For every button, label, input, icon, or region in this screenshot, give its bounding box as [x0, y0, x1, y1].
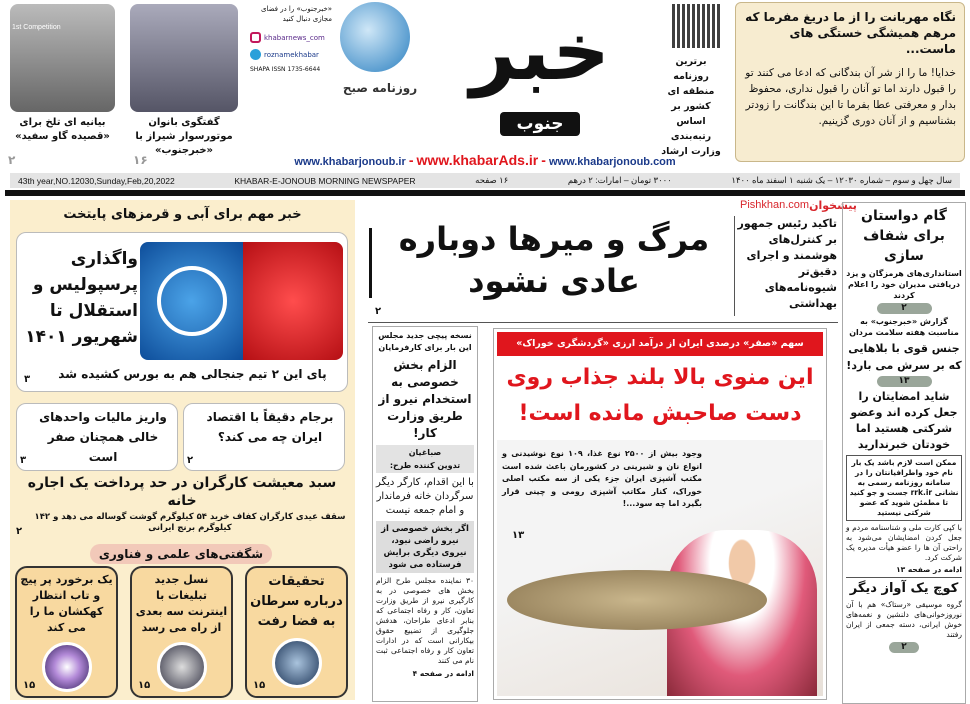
- social-box: [250, 4, 332, 73]
- music-headline[interactable]: کوچ یک آواز دیگر: [849, 581, 959, 596]
- price: ۳۰۰۰ تومان – امارات: ۲ درهم: [567, 175, 672, 185]
- watermark-fa: پیشخوان: [809, 198, 857, 212]
- tax-headline: واریز مالیات واحدهای خالی همچنان صفر است: [39, 410, 167, 464]
- food-banner: سهم «صفر» درصدی ایران از درآمد ارزی «گردشگری خوراک»: [497, 332, 823, 356]
- science-card[interactable]: [245, 566, 348, 698]
- lead-side-rule: [734, 216, 735, 316]
- page-ref: ۱۳: [512, 530, 525, 541]
- motorcyclists-photo: [130, 4, 238, 112]
- science-card[interactable]: [15, 566, 118, 698]
- labor-highlight: اگر بخش خصوصی از نیرو راضی نبود، نیروی دیگری برایش فرستاده می شود: [376, 521, 474, 573]
- divider: [5, 190, 965, 196]
- page-ref: ۱۵: [253, 680, 266, 691]
- logo-sub: جنوب: [500, 112, 580, 136]
- forgery-box: ممکن است لازم باشد یک بار نام خود واطرافیانتان را در سامانه روزنامه رسمی به نشانی rrk.ir جست و جو کنید تا مطمئن شوید که عضو شرکتی نیستید: [846, 455, 962, 521]
- logo-main: خبر: [469, 5, 611, 98]
- livelihood-subhead: سقف عیدی کارگران کفاف خرید ۵۴ کیلوگرم گوشت گوساله می دهد و ۱۴۲ کیلوگرم برنج ایرانی: [34, 512, 346, 533]
- football-headline: واگذاری پرسپولیس و استقلال تا شهریور ۱۴۰۱: [25, 249, 138, 347]
- lead-headline[interactable]: مرگ و میرها دوباره عادی نشود: [398, 220, 710, 300]
- divider: [846, 577, 962, 578]
- continued-link[interactable]: ادامه در صفحه ۴: [412, 669, 474, 678]
- photo-caption-1: گفتگوی بانوان موتورسوار شیراز با «خبرجنوب»: [135, 117, 233, 156]
- info-bar: [10, 173, 960, 188]
- labor-kicker: نسخه پیچی جدید مجلس این بار برای کارفرمایان: [378, 331, 472, 352]
- football-subhead: پای این ۲ تیم جنجالی هم به بورس کشیده شد: [58, 367, 327, 381]
- separator: -: [541, 152, 546, 168]
- right-column: [842, 202, 966, 704]
- jcpoa-headline: برجام دقیقاً با اقتصاد ایران چه می کند؟: [206, 410, 334, 444]
- social-intro: «خبرجنوب» را در فضای مجازی دنبال کنید: [260, 5, 332, 23]
- labor-author: صباغیان: [408, 448, 442, 457]
- science-headline: نسل جدید تبلیغات با اینترنت سه بعدی از راه می رسد: [135, 573, 228, 634]
- forgery-headline[interactable]: شاید امضایتان را جعل کرده اند وعضو شرکتی هستید اما خودتان خبرندارید: [850, 390, 958, 451]
- labor-body: ۳۰ نماینده مجلس طرح الزام بخش های خصوصی در به کارگیری نیرو از طریق وزارت تعاون، کار و رفاه اجتماعی که بنابر ادعای طراحان، هدفش جلوگیری از تضییع حقوق بیکارانی است که در ادارات تعاون کار و رفاه اجتماعی ثبت نام می کنند: [376, 576, 474, 665]
- telegram-icon: [250, 49, 261, 60]
- url-khabarads[interactable]: www.khabarAds.ir: [416, 152, 539, 168]
- page-ref: ۲: [8, 153, 16, 167]
- page-ref: ۲: [16, 526, 23, 537]
- divider: [368, 322, 838, 323]
- page-ref: ۳: [24, 374, 31, 385]
- page-ref: ۲: [187, 455, 194, 466]
- science-headline: تحقیقات درباره سرطان به فضا رفت: [250, 574, 343, 629]
- newspaper-logo: [335, 2, 645, 152]
- prayer-title: نگاه مهربانت را از ما دریغ مفرما که مرهم همیشگی خستگی های ماست...: [745, 10, 956, 56]
- football-kicker: خبر مهم برای آبی و قرمزهای پایتخت: [63, 207, 302, 222]
- ranking-note: برترین روزنامه منطقه ای کشور بر اساس رتبه‌بندی وزارت ارشاد: [661, 56, 721, 157]
- shapa-number: SHAPA ISSN 1735-6644: [250, 66, 321, 73]
- watermark-en: Pishkhan.com: [740, 199, 810, 211]
- page-count: ۱۶ صفحه: [475, 175, 509, 185]
- instagram-link[interactable]: [250, 32, 332, 43]
- science-title-text: شگفتی‌های علمی و فناوری: [98, 547, 264, 561]
- science-title: [90, 544, 272, 564]
- film-photo: [10, 4, 115, 112]
- continued-link[interactable]: ادامه در صفحه ۱۳: [896, 565, 962, 574]
- transparency-headline[interactable]: گام دواستان برای شفاف سازی: [861, 208, 947, 264]
- page-ref: ۱۵: [23, 680, 36, 691]
- persian-date: سال چهل و سوم – شماره ۱۲۰۳۰ – یک شنبه ۱ اسفند ماه ۱۴۰۰: [731, 175, 952, 185]
- instagram-handle: khabarnews_com: [264, 33, 325, 42]
- page-ref: ۲: [375, 306, 382, 317]
- page-ref: ۲: [889, 642, 919, 653]
- labor-author-box: [376, 445, 474, 473]
- persepolis-logo: [243, 242, 343, 360]
- telegram-link[interactable]: [250, 49, 332, 60]
- transparency-subhead: استانداری‌های هرمزگان و یزد دریافتی مدیران خود را اعلام کردند: [846, 269, 962, 300]
- page-ref: ۱۶: [133, 153, 148, 167]
- page-ref: ۲: [877, 303, 932, 314]
- pishkhan-watermark: [740, 197, 857, 213]
- galaxy-image: [42, 642, 92, 692]
- page-ref: ۳: [20, 455, 27, 466]
- page-ref: ۱۳: [877, 376, 932, 387]
- tray: [507, 570, 767, 630]
- mens-health-headline[interactable]: جنس قوی با بلاهایی که بر سرش می بارد!: [846, 342, 962, 372]
- food-body: وجود بیش از ۲۵۰۰ نوع غذا، ۱۰۹ نوع نوشیدنی و انواع نان و شیرینی در کشورمان باعث شده است مکتب آشپزی ایران جزء یکی از سه مکتب اصلی خوراک، کنار مکاتب آشپزی رومی و چینی قرار بگیرد اما چه سود...!: [502, 449, 702, 508]
- space-station-image: [272, 638, 322, 688]
- science-headline: یک برخورد پر پیچ و تاب انتظار کهکشان ما را می کند: [20, 573, 113, 634]
- separator: -: [408, 152, 414, 168]
- livelihood-headline[interactable]: سبد معیشت کارگران در حد پرداخت یک اجاره خانه: [27, 475, 337, 509]
- lead-subhead: تاکید رئیس جمهور بر کنترل‌های هوشمند و اجرای دقیق‌تر شیوه‌نامه‌های بهداشتی: [737, 217, 837, 310]
- url-khabarjonoub-com[interactable]: www.khabarjonoub.com: [548, 156, 676, 168]
- telegram-handle: roznamekhabar: [264, 50, 319, 59]
- lead-rule: [369, 228, 372, 298]
- paper-name: KHABAR-E-JONOUB MORNING NEWSPAPER: [234, 175, 416, 186]
- food-headline[interactable]: این منوی بالا بلند جذاب روی دست صاحبش مانده است!: [506, 365, 814, 426]
- mens-health-kicker: گزارش «خبرجنوب» به مناسبت هفته سلامت مردان: [849, 317, 959, 337]
- prayer-body: خدایا! ما را از شر آن بندگانی که ادعا می کنند تو را قبول دارند اما تو آنان را قبول نداری، محفوظ بدار و معرفتی عطا بفرما تا این بندگانت را زودتر بشناسیم و از آنان دوری گزینیم.: [745, 67, 956, 127]
- labor-column: [372, 326, 478, 702]
- esteghlal-logo: [140, 242, 243, 360]
- forgery-body: با کپی کارت ملی و شناسنامه مردم و جعل کردن امضایشان می‌شود به راحتی آن ها را عضو هیأت مدیره یک شرکت کرد.: [846, 523, 962, 562]
- labor-headline[interactable]: الزام بخش خصوصی به استخدام نیرو از طریق وزارت کار!: [378, 358, 472, 440]
- labor-quote: با این اقدام، کارگر دیگر سرگردان خانه فرماندار و امام جمعه نیست: [376, 477, 474, 516]
- qr-code: [672, 4, 720, 48]
- url-khabarjonoub-ir[interactable]: www.khabarjonoub.ir: [294, 156, 406, 168]
- music-body: گروه موسیقی «رستاک» هم با آن نوروزخوانی‌های دلنشین و نغمه‌های خوش ایرانی، دسته جمعی از ایران رفتند: [846, 600, 962, 639]
- english-date: 43th year,NO.12030,Sunday,Feb,20,2022: [18, 175, 175, 186]
- vr-headset-image: [157, 642, 207, 692]
- prayer-box: [735, 2, 965, 162]
- website-urls: [240, 152, 730, 171]
- science-card[interactable]: [130, 566, 233, 698]
- photo-caption-2: بیانیه ای تلخ برای «قصیده گاو سفید»: [15, 117, 110, 142]
- competition-badge: 1st Competition: [12, 24, 61, 31]
- instagram-icon: [250, 32, 261, 43]
- labor-author-role: تدوین کننده طرح:: [389, 461, 461, 470]
- page-ref: ۱۵: [138, 680, 151, 691]
- logo-tagline: روزنامه صبح: [342, 81, 418, 95]
- globe-icon: [340, 2, 410, 72]
